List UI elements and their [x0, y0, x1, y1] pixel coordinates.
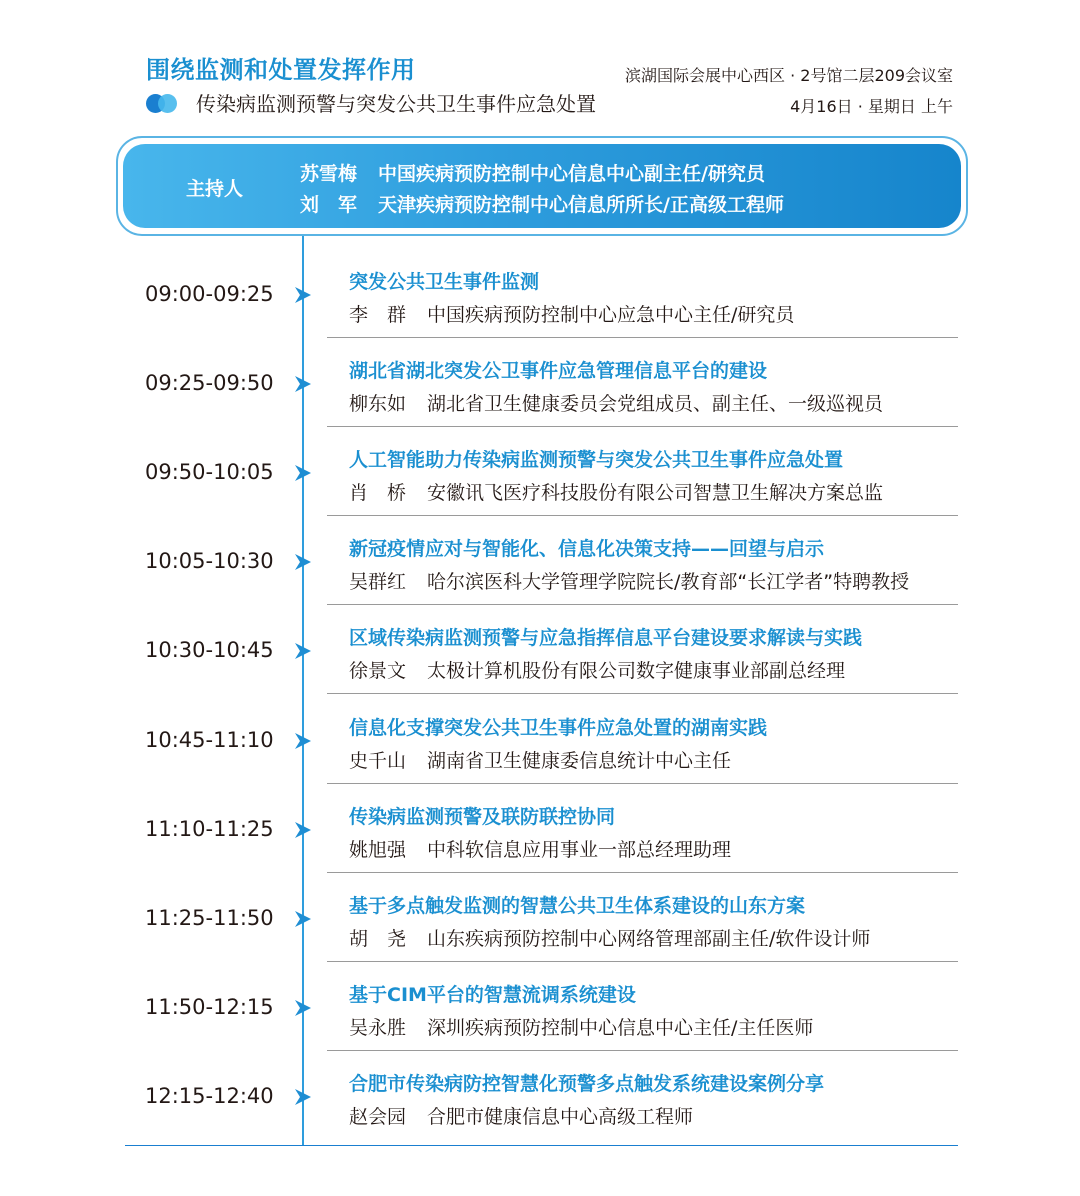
speaker-affiliation: 合肥市健康信息中心高级工程师: [427, 1105, 694, 1128]
speaker-name: 柳东如: [349, 393, 407, 416]
session-row: [0, 249, 1080, 338]
header-title: 围绕监测和处置发挥作用: [146, 56, 416, 84]
speaker-name: 赵会园: [349, 1105, 407, 1128]
header-subtitle: 传染病监测预警与突发公共卫生事件应急处置: [196, 92, 596, 116]
session-topic: 传染病监测预警及联防联控协同: [349, 805, 616, 828]
speaker-affiliation: 哈尔滨医科大学管理学院院长/教育部“长江学者”特聘教授: [427, 571, 910, 594]
session-time: 11:25-11:50: [145, 905, 274, 930]
venue: 滨湖国际会展中心西区 · 2号馆二层209会议室: [625, 66, 953, 85]
session-speaker-line: [349, 835, 731, 862]
chevron-right-icon: [292, 819, 314, 841]
speaker-affiliation: 山东疾病预防控制中心网络管理部副主任/软件设计师: [427, 927, 871, 950]
chevron-right-icon: [292, 908, 314, 930]
speaker-name: 史千山: [349, 749, 407, 772]
speaker-name: 徐景文: [349, 660, 407, 683]
host-line-2: [300, 190, 784, 217]
session-topic: 湖北省湖北突发公卫事件应急管理信息平台的建设: [349, 360, 768, 383]
session-speaker-line: [349, 389, 883, 416]
session-topic: 区域传染病监测预警与应急指挥信息平台建设要求解读与实践: [349, 627, 863, 650]
session-row: [0, 695, 1080, 784]
session-time: 11:10-11:25: [145, 816, 274, 841]
speaker-name: 吴群红: [349, 571, 407, 594]
session-row: [0, 338, 1080, 427]
session-row: [0, 516, 1080, 605]
speaker-name: 胡 尧: [349, 927, 407, 950]
session-time: 09:50-10:05: [145, 460, 274, 485]
host-name: 刘 军: [300, 194, 358, 216]
host-line-1: [300, 159, 765, 186]
session-time: 12:15-12:40: [145, 1083, 274, 1108]
bottom-divider: [125, 1145, 958, 1146]
session-row: [0, 962, 1080, 1051]
session-speaker-line: [349, 924, 870, 951]
speaker-affiliation: 太极计算机股份有限公司数字健康事业部副总经理: [427, 660, 846, 683]
chevron-right-icon: [292, 373, 314, 395]
session-speaker-line: [349, 656, 845, 683]
session-time: 09:25-09:50: [145, 371, 274, 396]
chevron-right-icon: [292, 462, 314, 484]
host-title: 天津疾病预防控制中心信息所所长/正高级工程师: [378, 194, 784, 216]
session-topic: 合肥市传染病防控智慧化预警多点触发系统建设案例分享: [349, 1072, 825, 1095]
session-time: 10:30-10:45: [145, 638, 274, 663]
session-topic: 突发公共卫生事件监测: [349, 271, 540, 293]
session-row: [0, 1051, 1080, 1140]
session-topic: 基于CIM平台的智慧流调系统建设: [349, 983, 636, 1006]
session-speaker-line: [349, 746, 731, 773]
host-label: 主持人: [186, 178, 244, 200]
speaker-name: 李 群: [349, 304, 407, 326]
speaker-affiliation: 深圳疾病预防控制中心信息中心主任/主任医师: [427, 1016, 814, 1039]
session-time: 10:05-10:30: [145, 549, 274, 574]
chevron-right-icon: [292, 284, 314, 306]
session-speaker-line: [349, 1102, 693, 1129]
session-topic: 信息化支撑突发公共卫生事件应急处置的湖南实践: [349, 716, 768, 739]
session-row: [0, 873, 1080, 962]
speaker-affiliation: 中国疾病预防控制中心应急中心主任/研究员: [427, 304, 795, 326]
session-row: [0, 784, 1080, 873]
session-time: 10:45-11:10: [145, 727, 274, 752]
chevron-right-icon: [292, 640, 314, 662]
session-speaker-line: [349, 478, 883, 505]
session-topic: 人工智能助力传染病监测预警与突发公共卫生事件应急处置: [349, 449, 844, 472]
session-speaker-line: [349, 567, 909, 594]
speaker-name: 肖 桥: [349, 482, 407, 505]
session-speaker-line: [349, 1013, 813, 1040]
session-row: [0, 427, 1080, 516]
session-row: [0, 605, 1080, 694]
chevron-right-icon: [292, 997, 314, 1019]
speaker-affiliation: 安徽讯飞医疗科技股份有限公司智慧卫生解决方案总监: [427, 482, 884, 505]
speaker-affiliation: 中科软信息应用事业一部总经理助理: [427, 838, 732, 861]
host-name: 苏雪梅: [300, 163, 358, 185]
chevron-right-icon: [292, 1086, 314, 1108]
session-topic: 基于多点触发监测的智慧公共卫生体系建设的山东方案: [349, 894, 806, 917]
speaker-name: 姚旭强: [349, 838, 407, 861]
speaker-affiliation: 湖南省卫生健康委信息统计中心主任: [427, 749, 732, 772]
session-time: 11:50-12:15: [145, 994, 274, 1019]
header-subtitle-row: [146, 88, 596, 117]
session-time: 09:00-09:25: [145, 282, 274, 306]
chevron-right-icon: [292, 730, 314, 752]
date: 4月16日 · 星期日 上午: [790, 97, 953, 116]
session-speaker-line: [349, 300, 794, 327]
double-dot-icon: [146, 92, 182, 114]
speaker-name: 吴永胜: [349, 1016, 407, 1039]
session-topic: 新冠疫情应对与智能化、信息化决策支持——回望与启示: [349, 538, 825, 561]
host-title: 中国疾病预防控制中心信息中心副主任/研究员: [378, 163, 765, 185]
chevron-right-icon: [292, 551, 314, 573]
speaker-affiliation: 湖北省卫生健康委员会党组成员、副主任、一级巡视员: [427, 393, 884, 416]
